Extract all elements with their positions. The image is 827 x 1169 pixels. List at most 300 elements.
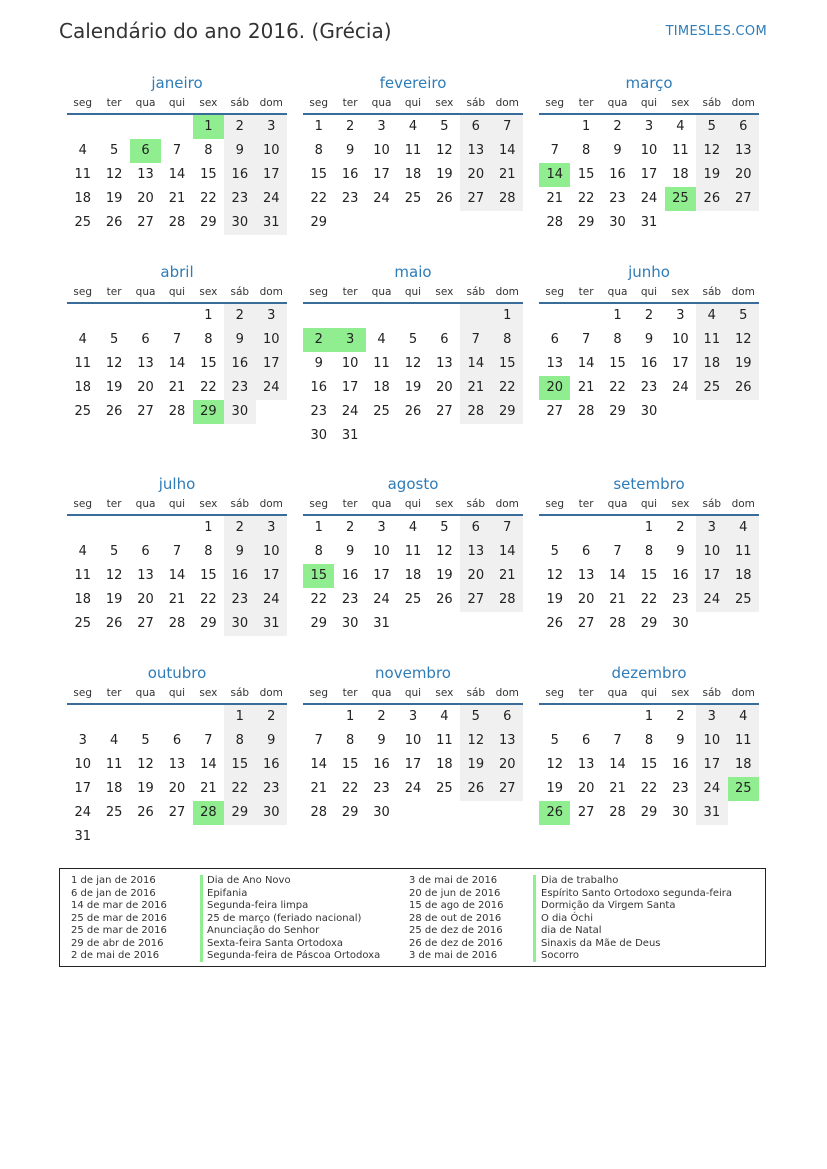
day-cell: 20 <box>460 163 491 187</box>
day-cell: 29 <box>640 616 658 631</box>
day-cell: 14 <box>168 568 186 583</box>
day-cell: 1 <box>204 308 213 323</box>
day-cell: 16 <box>373 757 390 772</box>
day-cell: 4 <box>109 733 119 748</box>
day-cell: 2 <box>224 115 255 139</box>
day-cell: 15 <box>341 757 359 772</box>
day-cell: 8 <box>314 544 323 559</box>
weekday-label: sáb <box>466 498 486 510</box>
day-cell: 12 <box>436 143 453 158</box>
weekday-label: seg <box>309 498 329 510</box>
day-cell: 7 <box>613 544 622 559</box>
day-cell: 5 <box>109 544 119 559</box>
day-cell: 18 <box>672 167 689 182</box>
day-cell: 21 <box>168 191 186 206</box>
day-cell: 5 <box>408 332 418 347</box>
weekday-label: dom <box>495 286 519 298</box>
holiday-cell: 25 <box>728 777 759 801</box>
empty-cell <box>67 516 98 540</box>
day-cell: 10 <box>696 540 727 564</box>
day-cell: 26 <box>436 191 453 206</box>
day-cell: 25 <box>436 781 453 796</box>
day-cell: 18 <box>728 564 759 588</box>
day-cell: 26 <box>696 187 727 211</box>
weekday-label: qui <box>404 687 422 699</box>
day-cell: 22 <box>640 781 658 796</box>
legend-date: 25 de mar de 2016 <box>71 925 167 936</box>
day-cell: 18 <box>373 380 390 395</box>
day-cell: 12 <box>105 568 123 583</box>
day-cell: 25 <box>74 616 91 631</box>
day-cell: 28 <box>168 616 186 631</box>
day-cell: 9 <box>224 139 255 163</box>
day-cell: 15 <box>609 356 626 371</box>
day-cell: 1 <box>314 119 323 134</box>
day-cell: 13 <box>577 568 595 583</box>
day-cell: 19 <box>460 753 491 777</box>
holiday-legend <box>59 868 766 967</box>
day-cell: 19 <box>105 592 123 607</box>
day-cell: 26 <box>460 777 491 801</box>
day-cell: 21 <box>546 191 563 206</box>
day-cell: 22 <box>310 592 327 607</box>
day-cell: 29 <box>200 215 217 230</box>
month-1 <box>303 73 523 235</box>
weekday-label: ter <box>578 286 594 298</box>
day-cell: 28 <box>577 404 595 419</box>
month-name: fevereiro <box>379 74 447 92</box>
day-cell: 18 <box>728 753 759 777</box>
holiday-cell: 25 <box>665 187 696 211</box>
day-cell: 24 <box>373 592 390 607</box>
day-cell: 17 <box>341 380 359 395</box>
weekday-label: sáb <box>702 97 722 109</box>
day-cell: 22 <box>609 380 626 395</box>
day-cell: 6 <box>172 733 182 748</box>
day-cell: 3 <box>377 520 386 535</box>
day-cell: 27 <box>492 777 523 801</box>
day-cell: 24 <box>696 777 727 801</box>
empty-cell <box>161 705 192 729</box>
weekday-label: qui <box>640 286 658 298</box>
day-grid <box>539 115 759 235</box>
day-cell: 23 <box>256 777 287 801</box>
weekday-header <box>303 683 523 705</box>
legend-holiday-name: Dia de trabalho <box>541 875 619 886</box>
month-6 <box>67 474 287 636</box>
weekday-label: qui <box>168 498 186 510</box>
day-cell: 3 <box>78 733 87 748</box>
legend-names-right <box>541 875 732 963</box>
day-cell: 10 <box>256 540 287 564</box>
day-cell: 9 <box>345 544 355 559</box>
legend-holiday-name: Sexta-feira Santa Ortodoxa <box>207 937 344 949</box>
day-cell: 12 <box>137 757 154 772</box>
day-cell: 22 <box>200 592 217 607</box>
day-cell: 12 <box>404 356 422 371</box>
day-cell: 31 <box>341 428 359 443</box>
day-cell: 25 <box>373 404 390 419</box>
day-cell: 26 <box>546 616 563 631</box>
day-cell: 6 <box>460 115 491 139</box>
day-cell: 16 <box>609 167 626 182</box>
day-cell: 2 <box>224 304 255 328</box>
day-cell: 4 <box>408 119 418 134</box>
empty-cell <box>67 705 98 729</box>
empty-cell <box>334 304 365 328</box>
day-cell: 27 <box>577 616 595 631</box>
legend-date: 6 de jan de 2016 <box>71 887 156 899</box>
day-cell: 23 <box>310 404 327 419</box>
day-cell: 5 <box>696 115 727 139</box>
day-cell: 7 <box>460 328 491 352</box>
day-cell: 6 <box>141 544 150 559</box>
day-cell: 14 <box>200 757 217 772</box>
day-cell: 1 <box>644 520 654 535</box>
day-cell: 16 <box>256 753 287 777</box>
weekday-label: sex <box>671 286 690 298</box>
day-cell: 10 <box>256 328 287 352</box>
day-cell: 18 <box>404 167 422 182</box>
day-cell: 16 <box>224 352 255 376</box>
day-cell: 5 <box>550 544 559 559</box>
weekday-label: sáb <box>466 687 486 699</box>
month-name: agosto <box>387 475 439 493</box>
empty-cell <box>67 304 98 328</box>
day-cell: 24 <box>256 376 287 400</box>
day-cell: 11 <box>373 356 390 371</box>
day-grid <box>303 115 523 235</box>
day-cell: 16 <box>640 356 658 371</box>
weekday-label: seg <box>545 687 565 699</box>
day-cell: 3 <box>256 304 287 328</box>
day-cell: 4 <box>728 705 759 729</box>
day-cell: 4 <box>78 143 87 158</box>
empty-cell <box>539 516 570 540</box>
day-cell: 2 <box>377 709 386 724</box>
day-cell: 9 <box>377 733 386 748</box>
weekday-label: qua <box>371 498 392 510</box>
day-cell: 11 <box>74 356 91 371</box>
legend-holiday-name: Socorro <box>541 950 580 961</box>
day-cell: 6 <box>581 544 591 559</box>
brand-logo[interactable]: TIMESLES.COM <box>665 24 767 39</box>
day-cell: 24 <box>74 805 91 820</box>
day-cell: 13 <box>137 356 154 371</box>
weekday-label: ter <box>106 687 122 699</box>
holiday-cell: 6 <box>130 139 161 163</box>
day-cell: 6 <box>728 115 759 139</box>
month-name: janeiro <box>151 74 203 92</box>
day-cell: 11 <box>404 544 422 559</box>
weekday-label: sex <box>435 97 454 109</box>
day-cell: 19 <box>436 167 453 182</box>
day-cell: 28 <box>609 616 626 631</box>
day-cell: 17 <box>696 564 727 588</box>
day-cell: 17 <box>373 568 390 583</box>
weekday-label: seg <box>73 687 93 699</box>
weekday-label: dom <box>731 97 755 109</box>
day-cell: 30 <box>224 400 255 424</box>
day-cell: 12 <box>436 544 453 559</box>
day-cell: 17 <box>404 757 422 772</box>
day-cell: 27 <box>460 588 491 612</box>
weekday-label: ter <box>578 97 594 109</box>
empty-cell <box>303 304 334 328</box>
day-cell: 26 <box>137 805 154 820</box>
day-cell: 8 <box>204 332 213 347</box>
day-cell: 1 <box>314 520 323 535</box>
day-cell: 3 <box>256 516 287 540</box>
day-cell: 15 <box>310 167 327 182</box>
day-cell: 1 <box>492 304 523 328</box>
day-cell: 19 <box>696 163 727 187</box>
day-cell: 27 <box>728 187 759 211</box>
legend-dates-right <box>409 875 503 963</box>
day-cell: 29 <box>609 404 626 419</box>
day-cell: 17 <box>256 564 287 588</box>
weekday-label: sex <box>435 498 454 510</box>
weekday-label: dom <box>495 97 519 109</box>
weekday-label: seg <box>545 498 565 510</box>
legend-holiday-name: Segunda-feira limpa <box>207 900 309 911</box>
month-3 <box>67 262 287 424</box>
day-cell: 21 <box>460 376 491 400</box>
day-cell: 17 <box>256 163 287 187</box>
day-cell: 21 <box>168 380 186 395</box>
day-cell: 7 <box>314 733 323 748</box>
day-grid <box>303 705 523 825</box>
day-cell: 30 <box>640 404 658 419</box>
day-cell: 7 <box>204 733 213 748</box>
empty-cell <box>67 115 98 139</box>
day-cell: 15 <box>200 167 217 182</box>
day-cell: 22 <box>200 380 217 395</box>
weekday-label: ter <box>342 498 358 510</box>
day-cell: 2 <box>224 516 255 540</box>
day-cell: 9 <box>345 143 355 158</box>
day-grid <box>539 516 759 636</box>
weekday-label: qui <box>404 498 422 510</box>
day-grid <box>303 516 523 636</box>
day-cell: 22 <box>200 191 217 206</box>
day-cell: 8 <box>644 544 654 559</box>
day-cell: 29 <box>310 616 327 631</box>
legend-holiday-name: Dormição da Virgem Santa <box>541 900 676 911</box>
legend-date: 3 de mai de 2016 <box>409 875 498 886</box>
day-cell: 29 <box>224 801 255 825</box>
day-cell: 13 <box>460 139 491 163</box>
empty-cell <box>130 516 161 540</box>
day-cell: 2 <box>644 308 654 323</box>
day-cell: 5 <box>440 119 449 134</box>
empty-cell <box>602 705 633 729</box>
empty-cell <box>130 705 161 729</box>
day-cell: 19 <box>105 191 123 206</box>
month-9 <box>67 663 287 849</box>
day-cell: 18 <box>74 592 91 607</box>
legend-holiday-name: O dia Óchi <box>541 912 593 924</box>
day-cell: 31 <box>696 801 727 825</box>
day-cell: 25 <box>404 191 422 206</box>
day-cell: 29 <box>341 805 359 820</box>
weekday-label: sex <box>199 498 218 510</box>
day-cell: 12 <box>460 729 491 753</box>
weekday-header <box>303 494 523 516</box>
day-cell: 16 <box>310 380 327 395</box>
day-cell: 23 <box>609 191 626 206</box>
day-cell: 20 <box>460 564 491 588</box>
empty-cell <box>397 304 428 328</box>
weekday-label: seg <box>73 286 93 298</box>
day-cell: 18 <box>436 757 453 772</box>
day-cell: 14 <box>577 356 595 371</box>
day-cell: 19 <box>137 781 154 796</box>
weekday-header <box>303 282 523 304</box>
day-cell: 14 <box>609 757 626 772</box>
legend-holiday-name: Espírito Santo Ortodoxo segunda-feira <box>541 887 733 899</box>
weekday-header <box>67 282 287 304</box>
day-cell: 26 <box>404 404 422 419</box>
day-cell: 12 <box>546 568 563 583</box>
day-cell: 20 <box>137 592 154 607</box>
weekday-label: sáb <box>702 286 722 298</box>
day-cell: 30 <box>341 616 359 631</box>
day-cell: 3 <box>696 516 727 540</box>
weekday-label: dom <box>259 286 283 298</box>
weekday-label: seg <box>309 687 329 699</box>
day-cell: 5 <box>728 304 759 328</box>
day-grid <box>67 304 287 424</box>
day-cell: 7 <box>172 544 182 559</box>
day-cell: 6 <box>460 516 491 540</box>
day-cell: 8 <box>345 733 355 748</box>
legend-holiday-name: Sinaxis da Mãe de Deus <box>541 937 661 949</box>
empty-cell <box>303 705 334 729</box>
empty-cell <box>539 304 570 328</box>
month-name: julho <box>158 475 196 493</box>
weekday-header <box>539 494 759 516</box>
day-cell: 3 <box>676 308 685 323</box>
weekday-header <box>539 282 759 304</box>
holiday-cell: 15 <box>303 564 334 588</box>
day-cell: 15 <box>224 753 255 777</box>
day-grid <box>67 516 287 636</box>
day-cell: 11 <box>404 143 422 158</box>
day-cell: 10 <box>696 729 727 753</box>
legend-date: 29 de abr de 2016 <box>71 937 164 949</box>
day-grid <box>67 115 287 235</box>
day-cell: 11 <box>74 167 91 182</box>
day-cell: 2 <box>676 709 685 724</box>
holiday-cell: 28 <box>193 801 224 825</box>
weekday-label: ter <box>342 97 358 109</box>
day-cell: 8 <box>644 733 654 748</box>
weekday-label: sáb <box>466 286 486 298</box>
day-cell: 12 <box>728 328 759 352</box>
day-cell: 12 <box>105 356 123 371</box>
day-cell: 30 <box>609 215 626 230</box>
day-cell: 10 <box>373 544 390 559</box>
day-cell: 29 <box>640 805 658 820</box>
day-cell: 26 <box>728 376 759 400</box>
weekday-header <box>539 683 759 705</box>
empty-cell <box>570 516 601 540</box>
month-name: setembro <box>613 475 685 493</box>
month-name: março <box>625 74 673 92</box>
day-cell: 24 <box>696 588 727 612</box>
weekday-label: qui <box>168 286 186 298</box>
weekday-label: sex <box>671 498 690 510</box>
weekday-label: sex <box>435 286 454 298</box>
weekday-label: sáb <box>230 687 250 699</box>
legend-date: 1 de jan de 2016 <box>71 875 156 886</box>
day-cell: 14 <box>310 757 327 772</box>
day-cell: 28 <box>492 187 523 211</box>
day-cell: 23 <box>224 376 255 400</box>
day-cell: 3 <box>644 119 654 134</box>
day-cell: 21 <box>577 380 595 395</box>
day-cell: 1 <box>345 709 355 724</box>
day-cell: 6 <box>440 332 449 347</box>
day-cell: 23 <box>341 592 359 607</box>
day-cell: 8 <box>613 332 622 347</box>
day-cell: 27 <box>137 404 154 419</box>
legend-date: 14 de mar de 2016 <box>71 900 167 911</box>
day-cell: 29 <box>310 215 327 230</box>
day-cell: 3 <box>377 119 386 134</box>
weekday-label: sáb <box>702 687 722 699</box>
day-cell: 23 <box>640 380 658 395</box>
day-cell: 21 <box>310 781 327 796</box>
day-cell: 15 <box>577 167 595 182</box>
day-cell: 22 <box>577 191 595 206</box>
legend-date: 26 de dez de 2016 <box>409 937 503 949</box>
weekday-label: qui <box>404 286 422 298</box>
day-cell: 24 <box>256 588 287 612</box>
day-cell: 11 <box>728 729 759 753</box>
day-cell: 15 <box>492 352 523 376</box>
day-cell: 31 <box>640 215 658 230</box>
day-cell: 27 <box>546 404 563 419</box>
empty-cell <box>602 516 633 540</box>
page-title: Calendário do ano 2016. (Grécia) <box>59 19 392 43</box>
day-cell: 1 <box>581 119 591 134</box>
day-cell: 8 <box>204 544 213 559</box>
day-cell: 5 <box>550 733 559 748</box>
day-cell: 2 <box>676 520 685 535</box>
month-name: dezembro <box>611 664 687 682</box>
day-cell: 24 <box>404 781 422 796</box>
day-cell: 7 <box>613 733 622 748</box>
weekday-label: qua <box>607 687 628 699</box>
weekday-label: sex <box>199 687 218 699</box>
month-name: novembro <box>375 664 451 682</box>
day-cell: 17 <box>373 167 390 182</box>
weekday-label: sáb <box>466 97 486 109</box>
weekday-label: qua <box>607 498 628 510</box>
month-name: abril <box>160 263 194 281</box>
day-cell: 28 <box>310 805 327 820</box>
day-cell: 31 <box>373 616 390 631</box>
day-cell: 27 <box>577 805 595 820</box>
day-cell: 26 <box>105 616 123 631</box>
weekday-label: dom <box>259 687 283 699</box>
day-cell: 25 <box>105 805 123 820</box>
weekday-header <box>67 494 287 516</box>
day-cell: 9 <box>613 143 622 158</box>
day-cell: 27 <box>436 404 453 419</box>
